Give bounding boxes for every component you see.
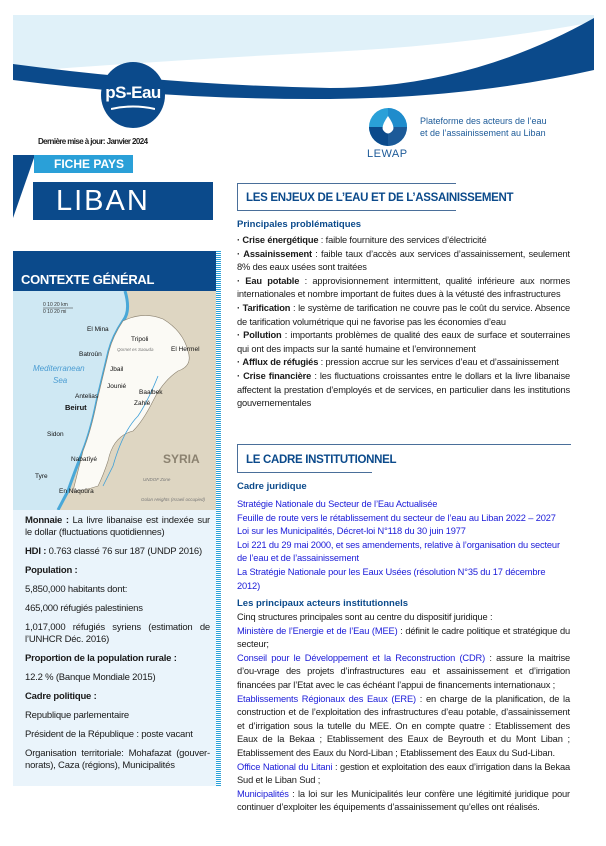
fact-politics-regime: Republique parlementaire xyxy=(25,710,129,721)
acteur-item xyxy=(237,788,570,815)
map-feature: Qornet es Saouda xyxy=(117,347,154,352)
map-sea-label: Mediterranean xyxy=(33,364,85,373)
acteur-text: : définit le cadre politique et stratégique du secteur; xyxy=(237,625,570,650)
enjeux-item-text: : pression accrue sur les services d’eau et d’assainissement xyxy=(318,357,559,368)
lewap-description xyxy=(420,115,547,139)
legal-link[interactable]: Loi 221 du 29 mai 2000, et ses amendements, relative à l’organisation du secteur de l’eau et de l’assainissement xyxy=(237,539,560,564)
acteur-text: : gestion et exploitation des eaux d’irrigation dans la Bekaa Sud et le Liban Sud ; xyxy=(237,761,570,786)
map-scale-mi: 0 10 20 mi xyxy=(43,309,67,315)
map-city: Baalbek xyxy=(139,389,163,396)
fact-population-total: 5,850,000 habitants dont: xyxy=(25,584,128,595)
legal-link[interactable]: Feuille de route vers le rétablissement du secteur de l’eau au Liban 2022 – 2027 xyxy=(237,512,556,523)
map-feature: Golan Heights (Israeli occupied) xyxy=(141,497,206,502)
context-facts xyxy=(25,515,210,779)
lebanon-map xyxy=(13,291,216,510)
fact-value: La livre libanaise est indexée sur le dollar (fluctuations quotidiennes) xyxy=(25,515,210,538)
enjeux-item xyxy=(237,302,570,329)
cadre-heading: LE CADRE INSTITUTIONNEL xyxy=(246,454,397,466)
fact-rural-label: Proportion de la population rurale : xyxy=(25,653,177,664)
header-wave xyxy=(0,0,606,110)
enjeux-item-label: Eau potable xyxy=(245,275,300,286)
fact-hdi xyxy=(25,546,210,558)
acteur-link[interactable]: Municipalités xyxy=(237,788,289,799)
fact-refugees-palestinian: 465,000 réfugiés palestiniens xyxy=(25,603,143,614)
acteur-link[interactable]: Ministère de l’Energie et de l’Eau (MEE) xyxy=(237,625,398,636)
juridique-links xyxy=(237,498,570,593)
enjeux-item-label: Afflux de réfugiés xyxy=(242,357,319,368)
map-city: Tyre xyxy=(35,473,48,480)
enjeux-item-label: Crise énergétique xyxy=(242,235,319,245)
map-city-capital: Beirut xyxy=(65,403,87,412)
enjeux-item xyxy=(237,356,570,370)
acteur-item xyxy=(237,761,570,788)
lewap-logo-icon xyxy=(368,107,408,147)
fact-currency xyxy=(25,515,210,539)
map-city: El Hermel xyxy=(171,346,200,353)
enjeux-heading: LES ENJEUX DE L’EAU ET DE L’ASSAINISSEMENT xyxy=(246,192,514,204)
acteur-link[interactable]: Conseil pour le Développement et la Reconstruction (CDR) xyxy=(237,652,486,663)
enjeux-item-text: : faible taux d’accès aux services d’assainissement, seulement 8% des eaux usées sont traitées xyxy=(237,248,570,273)
enjeux-item-label: Assainissement xyxy=(243,248,312,259)
cadre-heading-underline xyxy=(237,472,372,473)
enjeux-item xyxy=(237,275,570,302)
fact-value: 0.763 classé 76 sur 187 (UNDP 2016) xyxy=(46,546,202,557)
fact-organisation: Organisation territoriale: Mohafazat (gouver-norats), Caza (régions), Municipalités xyxy=(25,748,210,771)
acteur-item xyxy=(237,693,570,761)
acteur-link[interactable]: Etablissements Régionaux des Eaux (ERE) xyxy=(237,693,416,704)
lewap-desc-line: Plateforme des acteurs de l’eau xyxy=(420,116,547,126)
map-scale-km: 0 10 20 km xyxy=(43,302,68,308)
legal-link[interactable]: Loi sur les Municipalités, Décret-loi N°118 du 30 juin 1977 xyxy=(237,526,466,537)
acteurs-heading: Les principaux acteurs institutionnels xyxy=(237,598,409,609)
enjeux-item-text: : faible fourniture des services d’électricité xyxy=(318,235,487,245)
legal-link[interactable]: Stratégie Nationale du Secteur de l’Eau Actualisée xyxy=(237,499,438,509)
map-sea-label: Sea xyxy=(53,376,68,385)
map-city: Batroûn xyxy=(79,351,102,358)
fact-label: HDI : xyxy=(25,546,47,557)
enjeux-subheading: Principales problématiques xyxy=(237,219,362,230)
map-city: Zahlé xyxy=(134,400,151,407)
enjeux-item xyxy=(237,248,570,275)
lewap-desc-line: et de l’assainissement au Liban xyxy=(420,128,546,138)
map-city: Tripoli xyxy=(131,336,149,343)
enjeux-item-label: Tarification xyxy=(242,302,291,313)
last-updated: Dernière mise à jour: Janvier 2024 xyxy=(38,137,148,146)
panel-stripe-decoration xyxy=(216,251,221,787)
map-city: El Mina xyxy=(87,326,109,333)
map-city: Jbail xyxy=(110,366,124,373)
fact-rural-value: 12.2 % (Banque Mondiale 2015) xyxy=(25,672,156,683)
map-city: Sidon xyxy=(47,431,64,438)
juridique-heading: Cadre juridique xyxy=(237,481,307,492)
enjeux-item-label: Pollution xyxy=(243,330,282,341)
enjeux-item-text: : le système de tarification ne couvre pas le coût du service. Absence de tarification volumétrique qui ne favorise pas les économies d’eau xyxy=(237,302,570,327)
enjeux-list xyxy=(237,234,570,411)
acteur-link[interactable]: Office National du Litani xyxy=(237,761,333,772)
enjeux-item-label: Crise financière xyxy=(243,370,312,381)
map-city: Jounié xyxy=(107,383,127,390)
enjeux-item-text: : importants problèmes de qualité des eaux de surface et souterraines qui ont des impacts sur la santé humaine et l’environnement xyxy=(237,330,570,354)
map-city: En Nâqoûra xyxy=(59,488,94,495)
map-feature: UNDOF Zone xyxy=(143,477,171,482)
enjeux-item xyxy=(237,329,570,356)
enjeux-item-text: : approvisionnement intermittent, qualité inférieure aux normes internationales et nombre important de fuites dues à la vétusté des infrastructures xyxy=(237,275,570,300)
context-heading-text: CONTEXTE GÉNÉRAL xyxy=(21,272,155,287)
acteur-item xyxy=(237,652,570,693)
pseau-logo-text: pS-Eau xyxy=(105,83,161,102)
acteurs-intro: Cinq structures principales sont au centre du dispositif juridique : xyxy=(237,612,493,622)
enjeux-item xyxy=(237,370,570,411)
context-heading xyxy=(13,251,216,291)
fact-president: Président de la République : poste vacant xyxy=(25,729,193,740)
lewap-name: LEWAP xyxy=(367,148,408,160)
enjeux-item xyxy=(237,234,570,248)
fact-politics-label: Cadre politique : xyxy=(25,691,97,702)
fiche-pays-label: FICHE PAYS xyxy=(34,155,133,173)
map-city: Nabatîyé xyxy=(71,456,98,463)
fact-label: Monnaie : xyxy=(25,515,69,526)
country-title: LIBAN xyxy=(33,182,213,220)
acteur-text: : la loi sur les Municipalités leur confère une légitimité juridique pour continuer d’exploiter les équipements d’assainissement qu’elles ont réalisés. xyxy=(237,788,570,813)
wave-icon xyxy=(111,104,155,112)
acteurs-list xyxy=(237,611,570,815)
fact-population-label: Population : xyxy=(25,565,78,576)
fact-refugees-syrian: 1,017,000 réfugiés syriens (estimation de l’UNHCR Déc. 2016) xyxy=(25,622,210,645)
map-country-syria: SYRIA xyxy=(163,452,200,466)
map-city: Antelias xyxy=(75,393,99,400)
acteur-item xyxy=(237,625,570,652)
enjeux-item-text: : les fluctuations croissantes entre le dollars et la livre libanaise affectent la prestation d’employés et de services, en particulier dans les institutions gouvernementales xyxy=(237,370,570,409)
legal-link[interactable]: La Stratégie Nationale pour les Eaux Usées (résolution N°35 du 17 décembre 2012) xyxy=(237,566,546,591)
title-slash-decoration xyxy=(13,155,35,218)
pseau-logo xyxy=(101,62,165,128)
acteur-text: : en charge de la planification, de la construction et de l’exploitation des infrastructures d’eau potable, d’assainissement et d’irrigation sous la tutelle du MEE. On en compte quatre : Etablissement des Eaux de la Bekaa ; Etablissement des Eaux de Beyrouth et du Mont Liban ; Etablissement des Eaux du Nord-Liban ; Etablissement des Eaux du Sud-Liban. xyxy=(237,693,570,758)
acteur-text: : assure la maitrise d’ou-vrage des projets d’infrastructures eau et assainissement et d’irrigation financées par l’Etat avec le cas échéant l’appui de financements internationaux ; xyxy=(237,652,571,690)
